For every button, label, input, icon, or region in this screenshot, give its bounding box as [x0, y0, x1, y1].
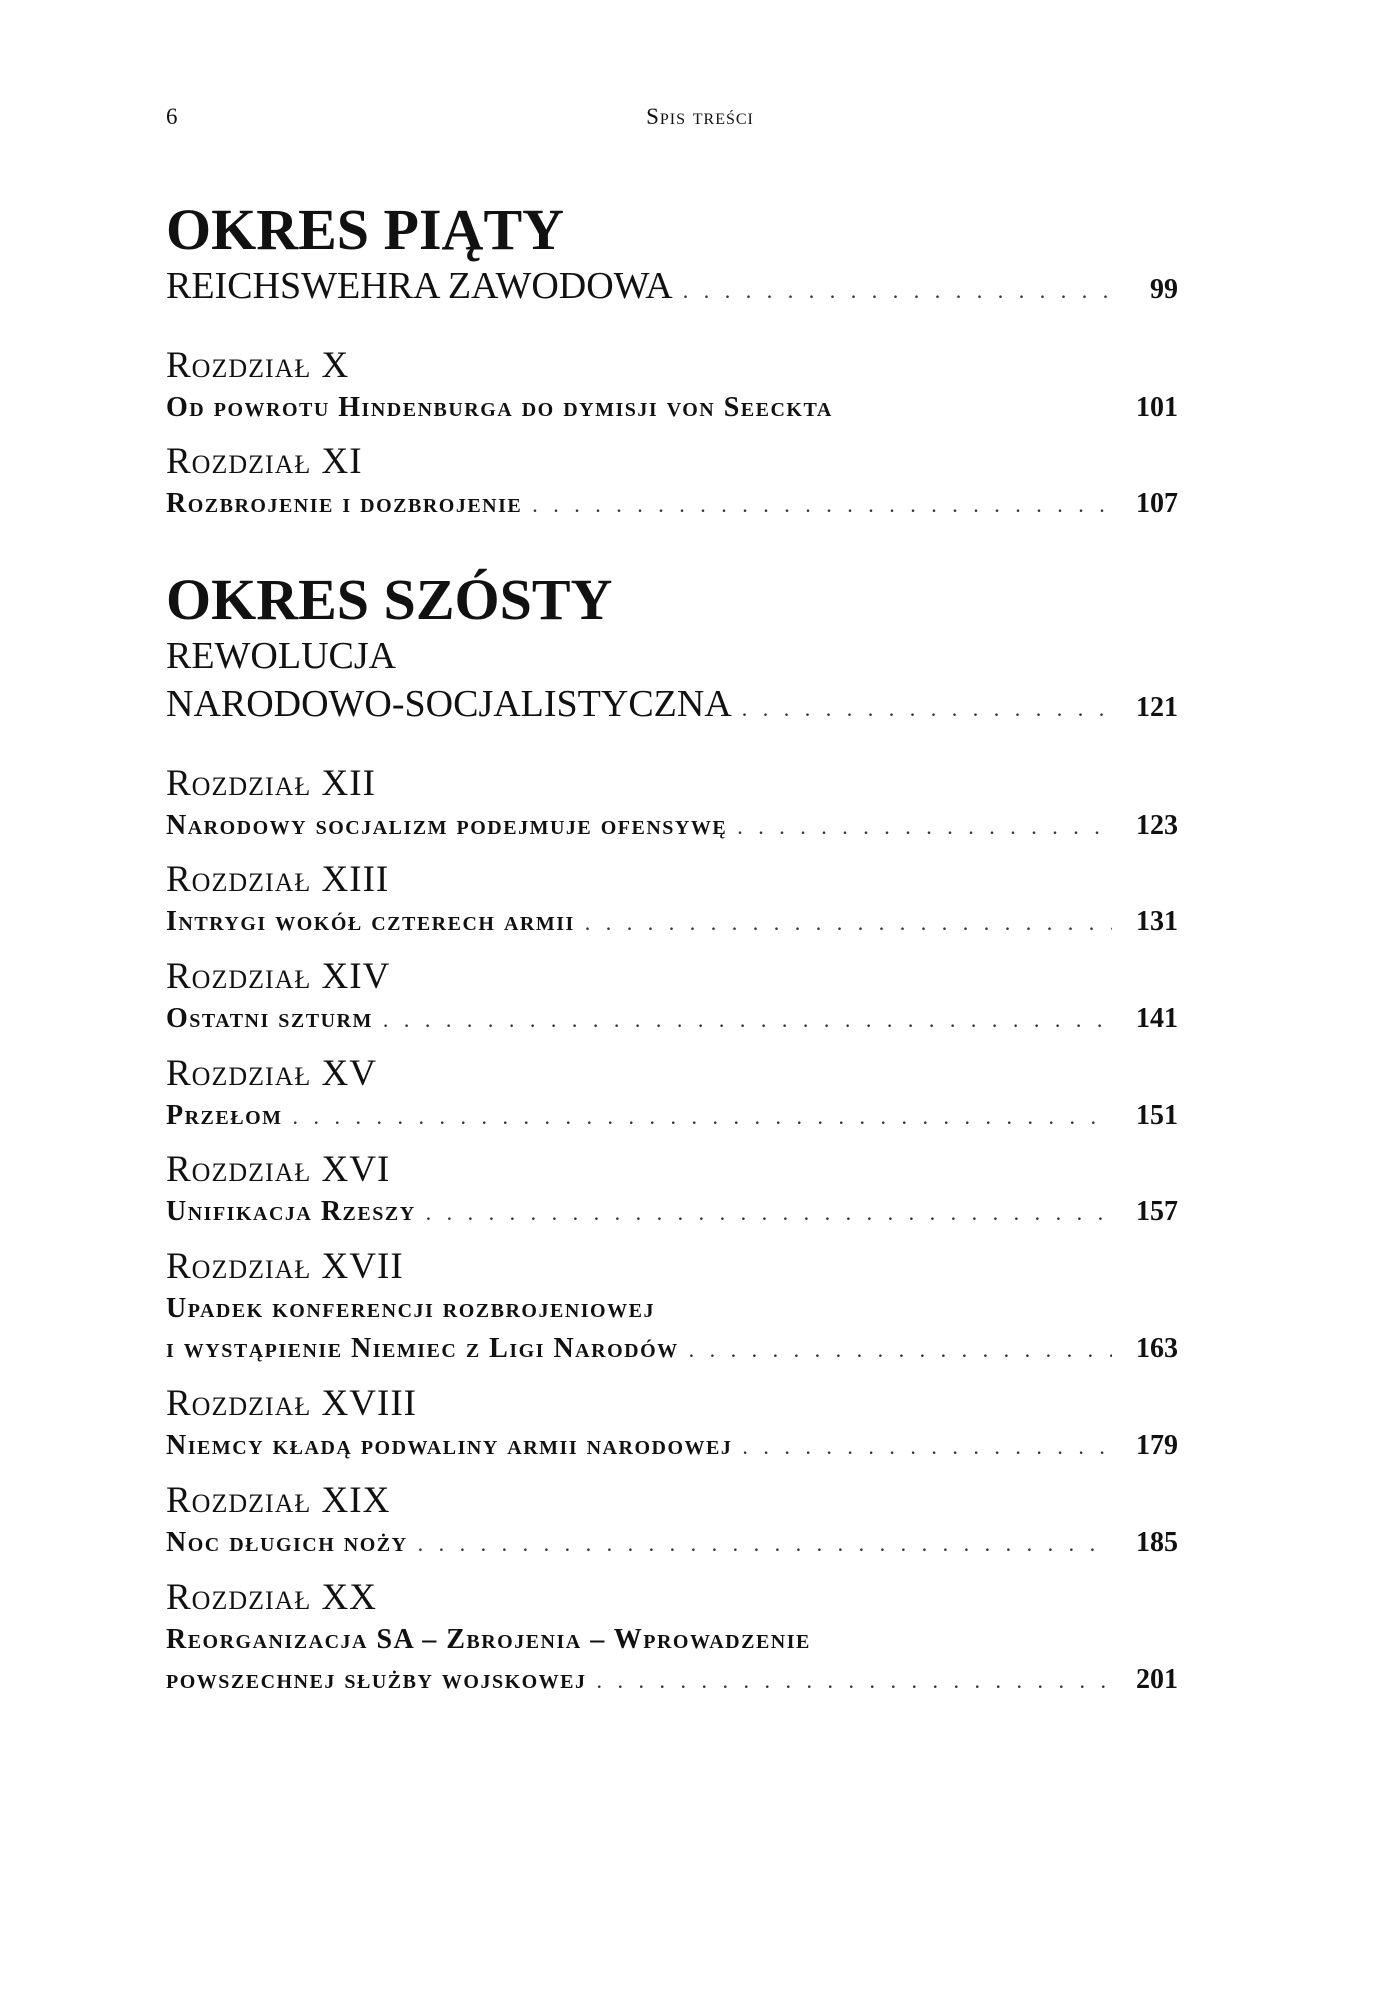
toc-chapter-xi — [166, 440, 1178, 524]
dot-leader — [742, 1434, 1112, 1460]
chapter-title: Narodowy socjalizm podejmuje ofensywę — [166, 810, 728, 841]
chapter-title: Noc długich noży — [166, 1527, 408, 1558]
chapter-label: Rozdział XV — [166, 1053, 378, 1094]
chapter-label: Rozdział XII — [166, 763, 376, 804]
chapter-title: Unifikacja Rzeszy — [166, 1196, 416, 1227]
page-ref: 101 — [1136, 392, 1178, 423]
toc-entry[interactable] — [166, 388, 1178, 428]
chapter-title: Intrygi wokół czterech armii — [166, 906, 575, 937]
toc-chapter-xv — [166, 1052, 1178, 1136]
chapter-label: Rozdział XVIII — [166, 1383, 417, 1424]
page-ref: 123 — [1136, 810, 1178, 841]
period-6 — [166, 568, 1178, 728]
page-ref: 185 — [1136, 1527, 1178, 1558]
toc-entry[interactable] — [166, 484, 1178, 524]
chapter-label: Rozdział X — [166, 345, 350, 386]
toc-entry[interactable] — [166, 1426, 1178, 1466]
toc-chapter-xx — [166, 1576, 1178, 1700]
page-ref: 141 — [1136, 1003, 1178, 1034]
toc-entry[interactable] — [166, 806, 1178, 846]
dot-leader — [742, 696, 1112, 722]
page-ref: 151 — [1136, 1100, 1178, 1131]
chapter-title-line2: i wystąpienie Niemiec z Ligi Narodów — [166, 1333, 679, 1364]
chapter-title: Przełom — [166, 1100, 283, 1131]
chapter-label: Rozdział XIX — [166, 1480, 391, 1521]
toc-chapter-xix — [166, 1479, 1178, 1563]
page-ref: 99 — [1150, 274, 1178, 305]
page-ref: 201 — [1136, 1664, 1178, 1695]
toc-entry-period-5[interactable] — [166, 262, 1178, 310]
chapter-label: Rozdział XVII — [166, 1246, 404, 1287]
toc-chapter-xii — [166, 762, 1178, 846]
chapter-label: Rozdział XVI — [166, 1149, 391, 1190]
toc-entry[interactable] — [166, 1192, 1178, 1232]
chapter-title-line2: powszechnej służby wojskowej — [166, 1664, 587, 1695]
running-head: Spis treści — [646, 104, 754, 129]
chapter-label: Rozdział XX — [166, 1577, 378, 1618]
page-ref: 179 — [1136, 1430, 1178, 1461]
dot-leader — [585, 910, 1112, 936]
toc-entry[interactable] — [166, 999, 1178, 1039]
dot-leader — [418, 1531, 1112, 1557]
toc-chapter-xiv — [166, 955, 1178, 1039]
page-ref: 157 — [1136, 1196, 1178, 1227]
chapter-label: Rozdział XIII — [166, 859, 390, 900]
dot-leader — [383, 1007, 1112, 1033]
page-ref: 131 — [1136, 906, 1178, 937]
toc-chapter-xvi — [166, 1148, 1178, 1232]
chapter-label: Rozdział XI — [166, 441, 363, 482]
toc-chapter-x — [166, 344, 1178, 428]
dot-leader — [737, 814, 1112, 840]
toc-entry[interactable] — [166, 1523, 1178, 1563]
period-subtitle-line1: REWOLUCJA — [166, 635, 397, 677]
page-ref: 163 — [1136, 1333, 1178, 1364]
dot-leader — [426, 1200, 1112, 1226]
toc-entry-period-6[interactable] — [166, 680, 1178, 728]
dot-leader — [597, 1668, 1112, 1694]
dot-leader — [689, 1337, 1112, 1363]
chapter-title: Od powrotu Hindenburga do dymisji von Seeckta — [166, 392, 833, 423]
chapter-title: Rozbrojenie i dozbrojenie — [166, 488, 523, 519]
toc-entry[interactable] — [166, 1096, 1178, 1136]
chapter-label: Rozdział XIV — [166, 956, 391, 997]
page-ref: 121 — [1136, 692, 1178, 723]
page-number: 6 — [166, 104, 178, 129]
toc-entry[interactable] — [166, 1329, 1178, 1369]
period-subtitle-line2: NARODOWO-SOCJALISTYCZNA — [166, 683, 732, 725]
dot-leader — [683, 278, 1112, 304]
toc-chapter-xiii — [166, 858, 1178, 942]
period-title: OKRES PIĄTY — [166, 197, 565, 262]
period-subtitle: REICHSWEHRA ZAWODOWA — [166, 265, 673, 307]
dot-leader — [532, 492, 1112, 518]
period-5 — [166, 198, 1178, 310]
chapter-title-line1: Upadek konferencji rozbrojeniowej — [166, 1293, 655, 1324]
period-title: OKRES SZÓSTY — [166, 567, 613, 632]
chapter-title-line1: Reorganizacja SA – Zbrojenia – Wprowadzenie — [166, 1624, 811, 1655]
page-ref: 107 — [1136, 488, 1178, 519]
toc-chapter-xvii — [166, 1245, 1178, 1369]
chapter-title: Ostatni szturm — [166, 1003, 373, 1034]
toc-entry[interactable] — [166, 1660, 1178, 1700]
chapter-title: Niemcy kładą podwaliny armii narodowej — [166, 1430, 733, 1461]
dot-leader — [293, 1104, 1113, 1130]
toc-chapter-xviii — [166, 1382, 1178, 1466]
toc-entry[interactable] — [166, 902, 1178, 942]
